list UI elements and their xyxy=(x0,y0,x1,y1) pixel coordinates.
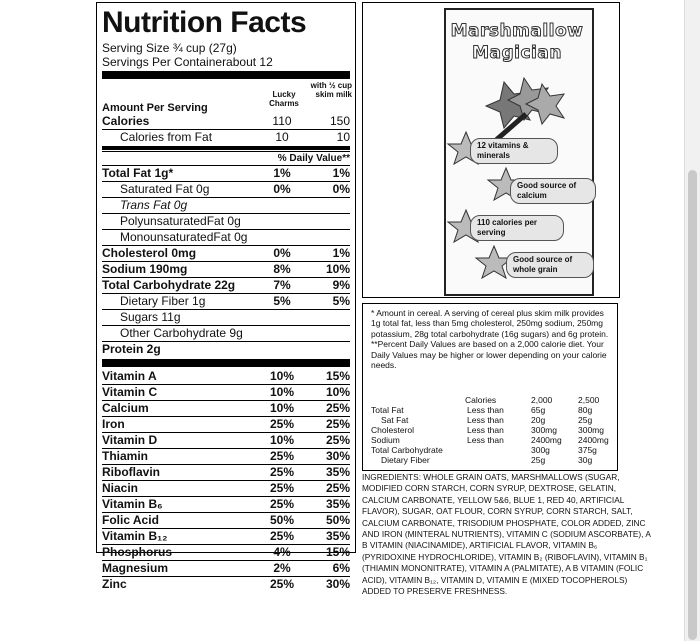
row-value-cereal: 10 xyxy=(275,130,289,144)
row-label: Calories xyxy=(102,114,150,128)
dv-cell: Sat Fat xyxy=(381,415,409,425)
row-value-cereal: 10% xyxy=(269,401,295,415)
label-title: Nutrition Facts xyxy=(102,6,307,39)
dv-cell: 65g xyxy=(531,405,546,415)
ingredients-list: INGREDIENTS: WHOLE GRAIN OATS, MARSHMALLOWS (SUGAR, MODIFIED CORN STARCH, CORN SYRUP, DEXTROSE, GELATIN, CALCIUM CARBONATE, YELLOW 5&6, BLUE 1, RED 40, ARTIFICIAL FLAVOR), SUGAR, OAT FLOUR, CORN SYRUP, CORN STARCH, SALT, CALCIUM CARBONATE, TRISODIUM PHOSPHATE, COLOR ADDED, ZINC AND IRON (MINTERAL NUTRIENTS), VITAMIN C (SODIUM ASCORBATE), A B VITAMIN (NIACINAMIDE), ARTIFICIAL FLAVOR, VITAMIN B₆ (PYRIDOXINE HYDROCHLORIDE), VITAMIN B₂ (RIBOFLAVIN), VITAMIN B₁ (THIAMIN MONONITRATE), VITAMIN A (PALMITATE), A B VITAMIN (FOLIC ACID), VITAMIN B₁₂, VITAMIN D, VITAMIN E (MIXED TOCOPHEROLS) ADDED TO PRESERVE FRESHNESS. xyxy=(362,472,651,597)
row-value-cereal: 10% xyxy=(269,385,295,399)
dv-cell: 300g xyxy=(531,445,550,455)
column-headers xyxy=(102,81,350,114)
footnotes-panel xyxy=(362,303,618,471)
row-label: Sugars 11g xyxy=(120,310,181,324)
dv-cell: Dietary Fiber xyxy=(381,455,430,465)
daily-value-header: % Daily Value** xyxy=(102,151,350,165)
vitamin-row xyxy=(102,369,350,384)
divider-medium xyxy=(102,146,350,150)
row-label: Calcium xyxy=(102,401,149,415)
vitamin-row xyxy=(102,432,350,448)
row-value-with-milk: 15% xyxy=(325,369,350,383)
claim-calories: 110 calories per serving xyxy=(470,215,564,241)
row-value-with-milk: 30% xyxy=(325,449,350,463)
row-label: Magnesium xyxy=(102,561,169,575)
row-label: Folic Acid xyxy=(102,513,159,527)
row-value-cereal: 10% xyxy=(269,433,295,447)
divider-thick-2 xyxy=(102,359,350,367)
row-value-with-milk: 1% xyxy=(332,246,350,260)
row-label: PolyunsaturatedFat 0g xyxy=(120,214,241,228)
brand-line-2: Magician xyxy=(472,43,562,63)
row-value-cereal: 25% xyxy=(269,481,295,495)
row-value-with-milk: 0% xyxy=(332,182,350,196)
row-label: Trans Fat 0g xyxy=(120,198,188,212)
nutrient-row xyxy=(102,277,350,293)
nutrient-row xyxy=(102,245,350,261)
dv-cell: 25g xyxy=(578,415,593,425)
row-value-with-milk: 35% xyxy=(325,529,350,543)
footnote-daily-values: **Percent Daily Values are based on a 2,000 calorie diet. Your Daily Values may be higher or lower depending on your calorie needs. xyxy=(371,339,607,371)
dv-cell: Less than xyxy=(467,425,504,435)
row-value-cereal: 25% xyxy=(269,529,295,543)
row-label: Vitamin B₁₂ xyxy=(102,529,168,543)
vitamin-row xyxy=(102,576,350,592)
row-label: Iron xyxy=(102,417,125,431)
brand-line-1: Marshmallow xyxy=(450,21,584,41)
cereal-brand xyxy=(444,20,590,64)
divider-thick xyxy=(102,71,350,79)
vitamin-row xyxy=(102,496,350,512)
dv-cell: Less than xyxy=(467,415,504,425)
row-value-with-milk: 25% xyxy=(325,433,350,447)
row-value-with-milk: 10% xyxy=(325,385,350,399)
nutrient-row xyxy=(102,213,350,229)
serving-size: Serving Size ¾ cup (27g) xyxy=(102,41,237,55)
nutrient-row xyxy=(102,229,350,245)
nutrient-row xyxy=(102,341,350,357)
row-value-with-milk: 10% xyxy=(325,262,350,276)
dv-cell: 375g xyxy=(578,445,597,455)
dv-cell: Total Carbohydrate xyxy=(371,445,443,455)
row-value-with-milk: 30% xyxy=(325,577,350,591)
vitamin-row xyxy=(102,464,350,480)
amount-per-serving: Amount Per Serving xyxy=(102,102,208,114)
claim-whole-grain: Good source of whole grain xyxy=(506,252,594,278)
dv-cell: 80g xyxy=(578,405,593,415)
row-label: Dietary Fiber 1g xyxy=(120,294,206,308)
dv-table-row xyxy=(371,456,615,466)
row-value-cereal: 1% xyxy=(273,166,291,180)
row-value-cereal: 0% xyxy=(273,246,291,260)
dv-cell: 20g xyxy=(531,415,546,425)
row-label: Total Carbohydrate 22g xyxy=(102,278,236,292)
row-value-cereal: 25% xyxy=(269,497,295,511)
dv-cell: Total Fat xyxy=(371,405,404,415)
vitamin-row xyxy=(102,544,350,560)
nutrient-row xyxy=(102,165,350,181)
vitamin-row xyxy=(102,512,350,528)
nutrient-row xyxy=(102,261,350,277)
row-value-with-milk: 150 xyxy=(329,114,350,128)
row-value-with-milk: 25% xyxy=(325,401,350,415)
vitamin-row xyxy=(102,528,350,544)
row-value-cereal: 25% xyxy=(269,417,295,431)
row-label: Vitamin C xyxy=(102,385,158,399)
row-label: Zinc xyxy=(102,577,127,591)
row-value-with-milk: 5% xyxy=(332,294,350,308)
row-label: Vitamin A xyxy=(102,369,157,383)
nutrient-row xyxy=(102,309,350,325)
dv-cell: Less than xyxy=(467,405,504,415)
nutrient-row xyxy=(102,181,350,197)
row-value-with-milk: 6% xyxy=(332,561,350,575)
row-value-cereal: 10% xyxy=(269,369,295,383)
row-label: Other Carbohydrate 9g xyxy=(120,326,243,340)
row-label: Total Fat 1g* xyxy=(102,166,174,180)
row-label: Thiamin xyxy=(102,449,149,463)
claim-vitamins: 12 vitamins & minerals xyxy=(470,138,558,164)
nutrient-row xyxy=(102,325,350,341)
dv-cell: Sodium xyxy=(371,435,400,445)
row-label: Saturated Fat 0g xyxy=(120,182,210,196)
claim-calcium: Good source of calcium xyxy=(510,178,596,204)
row-value-with-milk: 25% xyxy=(325,417,350,431)
row-value-cereal: 4% xyxy=(273,545,291,559)
calorie-row xyxy=(102,129,350,145)
vitamin-row xyxy=(102,384,350,400)
dv-cell: Cholesterol xyxy=(371,425,414,435)
dv-cell: 300mg xyxy=(578,425,604,435)
calorie-row xyxy=(102,114,350,129)
nutrient-rows xyxy=(102,165,350,357)
vitamin-row xyxy=(102,560,350,576)
row-value-with-milk: 9% xyxy=(332,278,350,292)
row-label: Sodium 190mg xyxy=(102,262,188,276)
row-value-cereal: 5% xyxy=(273,294,291,308)
row-label: MonounsaturatedFat 0g xyxy=(120,230,248,244)
vitamin-row xyxy=(102,448,350,464)
vitamin-row xyxy=(102,400,350,416)
row-label: Protein 2g xyxy=(102,342,161,356)
nutrient-row xyxy=(102,197,350,213)
row-value-cereal: 7% xyxy=(273,278,291,292)
row-value-cereal: 25% xyxy=(269,449,295,463)
scrollbar[interactable] xyxy=(684,0,700,641)
col1-header: Lucky Charms xyxy=(269,90,299,108)
row-value-with-milk: 1% xyxy=(332,166,350,180)
row-value-cereal: 2% xyxy=(273,561,291,575)
vitamin-rows xyxy=(102,369,350,592)
dv-cell: Less than xyxy=(467,435,504,445)
vitamin-row xyxy=(102,480,350,496)
row-value-with-milk: 35% xyxy=(325,465,350,479)
dv-header-cell: 2,500 xyxy=(578,395,600,405)
col2-header: with ½ cup skim milk xyxy=(310,81,352,99)
dv-cell: 30g xyxy=(578,455,593,465)
row-value-with-milk: 35% xyxy=(325,497,350,511)
row-value-cereal: 8% xyxy=(273,262,291,276)
row-label: Vitamin B₆ xyxy=(102,497,163,511)
daily-value-table xyxy=(371,396,615,466)
nutrition-facts-label xyxy=(96,2,356,591)
row-value-cereal: 25% xyxy=(269,577,295,591)
row-value-with-milk: 10 xyxy=(336,130,350,144)
dv-cell: 25g xyxy=(531,455,546,465)
scrollbar-thumb[interactable] xyxy=(688,170,697,640)
row-value-with-milk: 50% xyxy=(325,513,350,527)
row-value-with-milk: 15% xyxy=(325,545,350,559)
row-label: Niacin xyxy=(102,481,139,495)
row-value-cereal: 110 xyxy=(272,114,292,128)
dv-cell: 2400mg xyxy=(531,435,562,445)
dv-header-cell: 2,000 xyxy=(531,395,553,405)
row-label: Riboflavin xyxy=(102,465,161,479)
dv-cell: 2400mg xyxy=(578,435,609,445)
row-value-with-milk: 25% xyxy=(325,481,350,495)
row-label: Calories from Fat xyxy=(120,130,213,144)
row-label: Phosphorus xyxy=(102,545,173,559)
dv-cell: 300mg xyxy=(531,425,557,435)
row-value-cereal: 50% xyxy=(269,513,295,527)
vitamin-row xyxy=(102,416,350,432)
servings-per-container: Servings Per Containerabout 12 xyxy=(102,55,273,69)
row-label: Cholesterol 0mg xyxy=(102,246,197,260)
dv-header-cell: Calories xyxy=(465,395,497,405)
row-value-cereal: 0% xyxy=(273,182,291,196)
calories-rows xyxy=(102,114,350,145)
footnote-amount: * Amount in cereal. A serving of cereal plus skim milk provides 1g total fat, less than 5mg cholesterol, 250mg sodium, 250mg potassium, 28g total carbohydrate (16g sugars) and 6g protein. xyxy=(371,308,609,339)
row-value-cereal: 25% xyxy=(269,465,295,479)
row-label: Vitamin D xyxy=(102,433,158,447)
nutrient-row xyxy=(102,293,350,309)
